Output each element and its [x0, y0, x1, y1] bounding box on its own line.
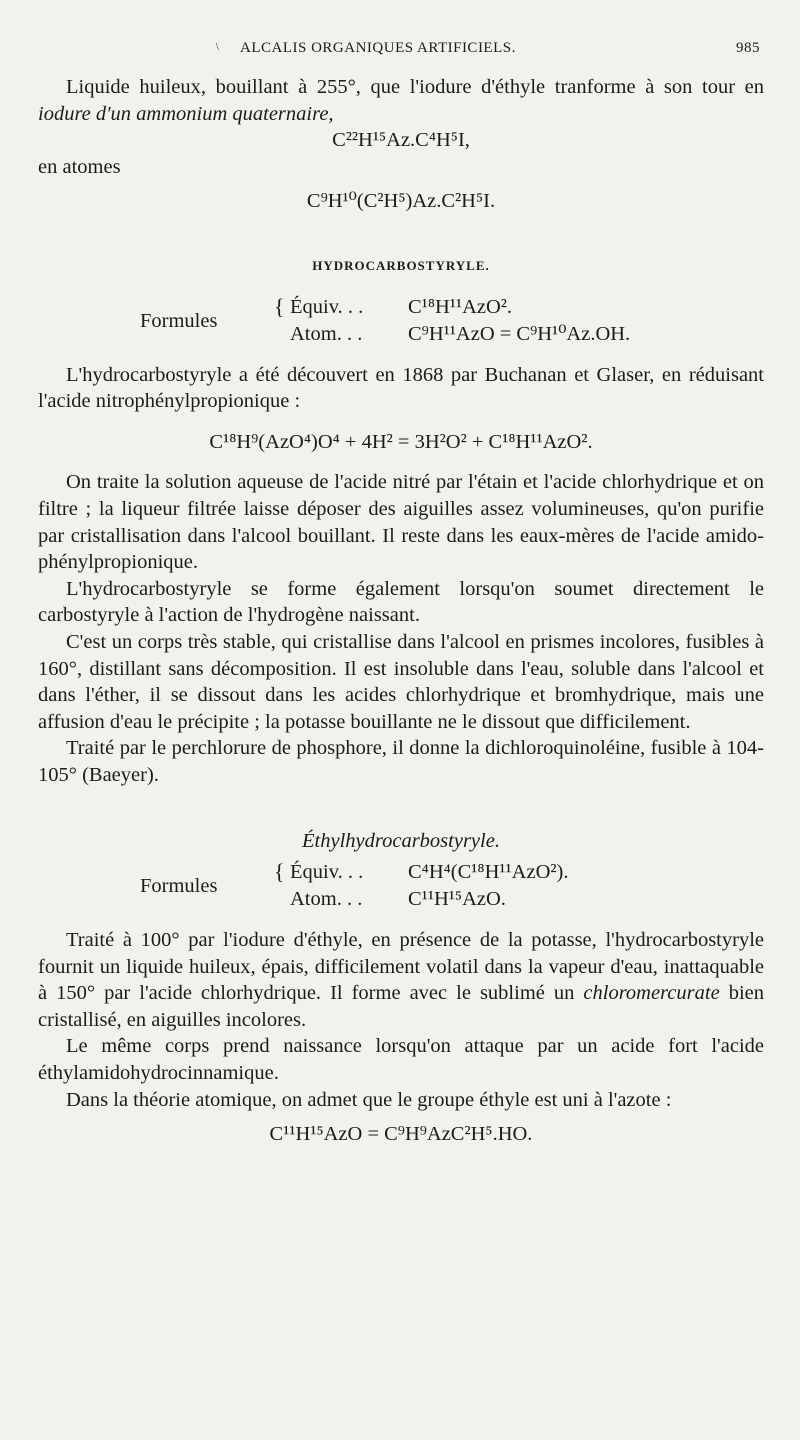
page-header: [40, 40, 760, 62]
brace-icon: {: [274, 293, 285, 319]
atom-value: C⁹H¹¹AzO = C⁹H¹⁰Az.OH.: [408, 322, 631, 345]
equiv-value: C⁴H⁴(C¹⁸H¹¹AzO²).: [408, 861, 569, 884]
formula-atom-row: [290, 321, 630, 348]
atom-value: C¹¹H¹⁵AzO.: [408, 888, 506, 911]
equiv-value: C¹⁸H¹¹AzO².: [408, 295, 513, 318]
atom-label: Atom. . .: [290, 322, 363, 345]
formulas-block-1: [38, 294, 764, 350]
brace-icon: {: [274, 859, 285, 885]
atom-label: Atom. . .: [290, 888, 363, 911]
paragraph-1-text: Liquide huileux, bouillant à 255°, que l'iodure d'éthyle tranforme à son tour en: [66, 76, 764, 98]
paragraph-9: Dans la théorie atomique, on admet que le groupe éthyle est uni à l'azote :: [66, 1088, 672, 1111]
section-title-hydrocarbostyryle: HYDROCARBOSTYRYLE.: [312, 257, 490, 273]
formula-equiv-row: [290, 294, 512, 321]
page-number: 985: [736, 40, 760, 56]
running-title: ALCALIS ORGANIQUES ARTIFICIELS.: [240, 40, 516, 56]
formulas-label: Formules: [140, 309, 218, 332]
equiv-label: Équiv. . .: [290, 861, 364, 884]
paragraph-8: Le même corps prend naissance lorsqu'on attaque par un acide fort l'acide éthylamidohydrocinnamique.: [38, 1035, 764, 1085]
formulas-label: Formules: [140, 875, 218, 898]
paragraph-7: [38, 927, 764, 1033]
paragraph-7-text-b: bien cristallisé, en aiguilles incolores.: [38, 982, 765, 1031]
paragraph-7-text-a: Traité à 100° par l'iodure d'éthyle, en présence de la potasse, l'hydrocarbostyryle fournit un liquide huileux, épais, difficilement volatil dans la vapeur d'eau, inattaquable à 150° par l'acide chlorhydrique. Il forme avec le sublimé un: [38, 929, 764, 1005]
paragraph-3: On traite la solution aqueuse de l'acide nitré par l'étain et l'acide chlorhydrique et on filtre ; la liqueur filtrée laisse déposer des aiguilles assez volumineuses, qu'on purifie par cristallisation dans l'alcool bouillant. Il reste dans les eaux-mères de l'acide amido-phénylpropionique.: [38, 471, 764, 574]
formula-iodure: C²²H¹⁵Az.C⁴H⁵I,: [332, 129, 470, 152]
paragraph-1: [38, 74, 764, 127]
paragraph-1-atoms-label: en atomes: [38, 155, 121, 178]
paragraph-5: C'est un corps très stable, qui cristallise dans l'alcool en prismes incolores, fusibles à 160°, distillant sans décomposition. Il est insoluble dans l'eau, soluble dans l'alcool et dans l'éther, il se dissout dans les acides chlorhydrique et bromhydrique, mais une affusion d'eau le précipite ; la potasse bouillante ne le dissout que difficilement.: [38, 630, 764, 733]
paragraph-1-italic: iodure d'un ammonium quaternaire,: [38, 102, 334, 125]
header-mark: \: [216, 42, 220, 53]
formulas-block-2: [38, 859, 764, 915]
paragraph-4: L'hydrocarbostyryle se forme également lorsqu'on soumet directement le carbostyryle à l'action de l'hydrogène naissant.: [38, 577, 764, 627]
paragraph-7-italic: chloromercurate: [583, 982, 720, 1005]
paragraph-2: L'hydrocarbostyryle a été découvert en 1868 par Buchanan et Glaser, en réduisant l'acide nitrophénylpropionique :: [38, 363, 764, 413]
paragraph-6: Traité par le perchlorure de phosphore, il donne la dichloroquinoléine, fusible à 104-105° (Baeyer).: [38, 737, 764, 786]
formula-reduction: C¹⁸H⁹(AzO⁴)O⁴ + 4H² = 3H²O² + C¹⁸H¹¹AzO².: [209, 430, 593, 453]
equiv-label: Équiv. . .: [290, 295, 364, 318]
formula-iodure-atoms: C⁹H¹⁰(C²H⁵)Az.C²H⁵I.: [306, 190, 496, 213]
formula-atomic-theory: C¹¹H¹⁵AzO = C⁹H⁹AzC²H⁵.HO.: [269, 1123, 533, 1146]
section-title-ethylhydrocarbostyryle: Éthylhydrocarbostyryle.: [302, 830, 500, 853]
page-body: [38, 74, 764, 1148]
formula-equiv-row: [290, 859, 568, 886]
formula-atom-row: [290, 886, 506, 913]
